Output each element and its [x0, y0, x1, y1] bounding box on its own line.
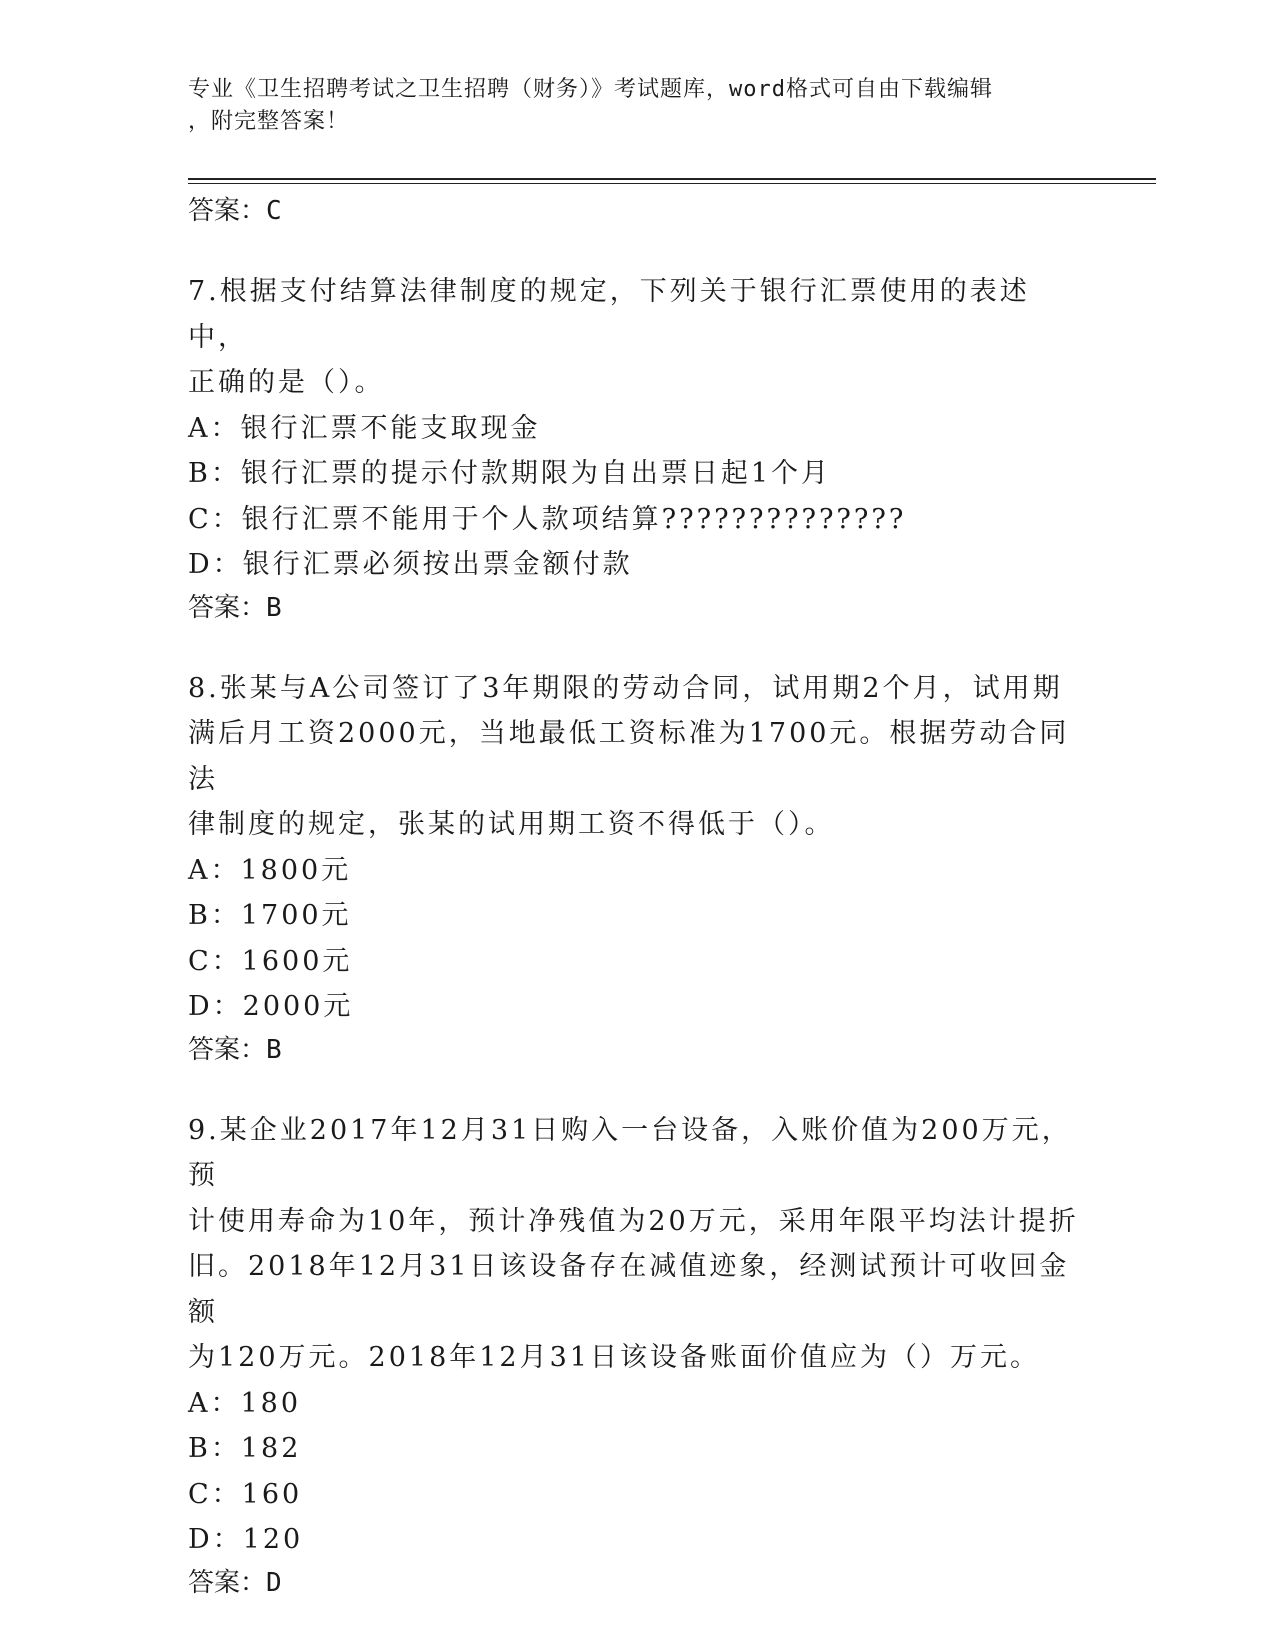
document-body — [188, 191, 1088, 1603]
header-divider-thin — [188, 183, 1156, 184]
header-line-2: ，附完整答案！ — [188, 109, 350, 134]
option-c: C：银行汇票不能用于个人款项结算?????????????? — [188, 503, 907, 535]
question-8 — [188, 666, 1088, 1070]
answer-line: 答案：B — [188, 592, 282, 623]
question-stem-line: 8.张某与A公司签订了3年期限的劳动合同，试用期2个月，试用期 — [188, 672, 1063, 704]
question-stem-line: 计使用寿命为10年，预计净残值为20万元，采用年限平均法计提折 — [188, 1205, 1079, 1237]
header-line-1: 专业《卫生招聘考试之卫生招聘（财务）》考试题库，word格式可自由下载编辑 — [188, 77, 993, 102]
option-a: A：1800元 — [188, 854, 352, 886]
document-header — [188, 74, 1068, 138]
option-d: D：2000元 — [188, 991, 354, 1022]
question-stem-line: 满后月工资2000元，当地最低工资标准为1700元。根据劳动合同法 — [188, 718, 1070, 795]
option-a: A：180 — [188, 1387, 302, 1419]
option-c: C：160 — [188, 1478, 303, 1510]
previous-answer: 答案：C — [188, 196, 282, 226]
option-d: D：银行汇票必须按出票金额付款 — [188, 549, 633, 580]
question-stem-line: 9.某企业2017年12月31日购入一台设备，入账价值为200万元，预 — [188, 1114, 1072, 1191]
question-stem-line: 律制度的规定，张某的试用期工资不得低于（）。 — [188, 809, 835, 840]
question-stem-line: 正确的是（）。 — [188, 367, 385, 398]
option-b: B：银行汇票的提示付款期限为自出票日起1个月 — [188, 458, 832, 489]
answer-line: 答案：B — [188, 1034, 282, 1065]
question-7 — [188, 269, 1088, 628]
option-b: B：182 — [188, 1433, 302, 1464]
question-stem-line: 旧。2018年12月31日该设备存在减值迹象，经测试预计可收回金额 — [188, 1251, 1070, 1328]
answer-line: 答案：D — [188, 1567, 282, 1598]
header-divider-thick — [188, 178, 1156, 180]
question-stem-line: 为120万元。2018年12月31日该设备账面价值应为（）万元。 — [188, 1342, 1040, 1373]
option-a: A：银行汇票不能支取现金 — [188, 412, 541, 444]
question-stem-line: 7.根据支付结算法律制度的规定，下列关于银行汇票使用的表述中， — [188, 276, 1030, 353]
option-c: C：1600元 — [188, 945, 353, 977]
question-9 — [188, 1108, 1088, 1603]
option-d: D：120 — [188, 1524, 304, 1555]
option-b: B：1700元 — [188, 900, 352, 931]
